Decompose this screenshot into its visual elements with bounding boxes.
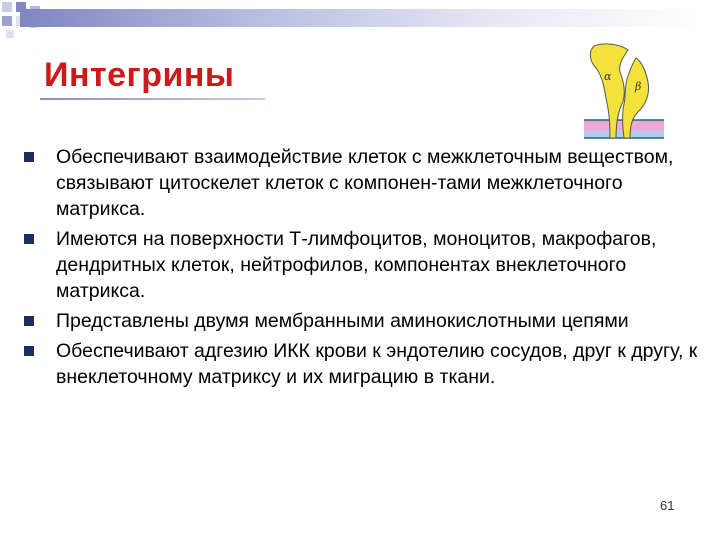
bullet-square-icon [24,234,34,244]
bullet-square-icon [24,346,34,356]
list-item [22,338,702,390]
title-underline [40,98,265,100]
bullet-square-icon [24,152,34,162]
list-item [22,144,702,222]
bullet-square-icon [24,316,34,326]
bullet-list [22,144,702,394]
list-item [22,226,702,304]
list-item [22,308,702,334]
beta-label: β [635,80,642,93]
slide-title: Интегрины [44,56,235,94]
page-number: 61 [660,498,675,513]
bullet-text: Обеспечивают адгезию ИКК крови к эндотелию сосудов, друг к другу, к внеклеточному матриксу и их миграцию в ткани. [56,340,698,388]
bullet-text: Имеются на поверхности Т-лимфоцитов, моноцитов, макрофагов, дендритных клеток, нейтрофилов, компонентах внеклеточного матрикса. [56,228,657,302]
header-gradient-bar [20,9,700,27]
bullet-text: Обеспечивают взаимодействие клеток с межклеточным веществом, связывают цитоскелет клеток с компонен-тами межклеточного матрикса. [56,146,674,220]
integrin-illustration-icon [584,42,664,152]
alpha-label: α [604,70,612,83]
bullet-text: Представлены двумя мембранными аминокислотными цепями [56,310,629,332]
